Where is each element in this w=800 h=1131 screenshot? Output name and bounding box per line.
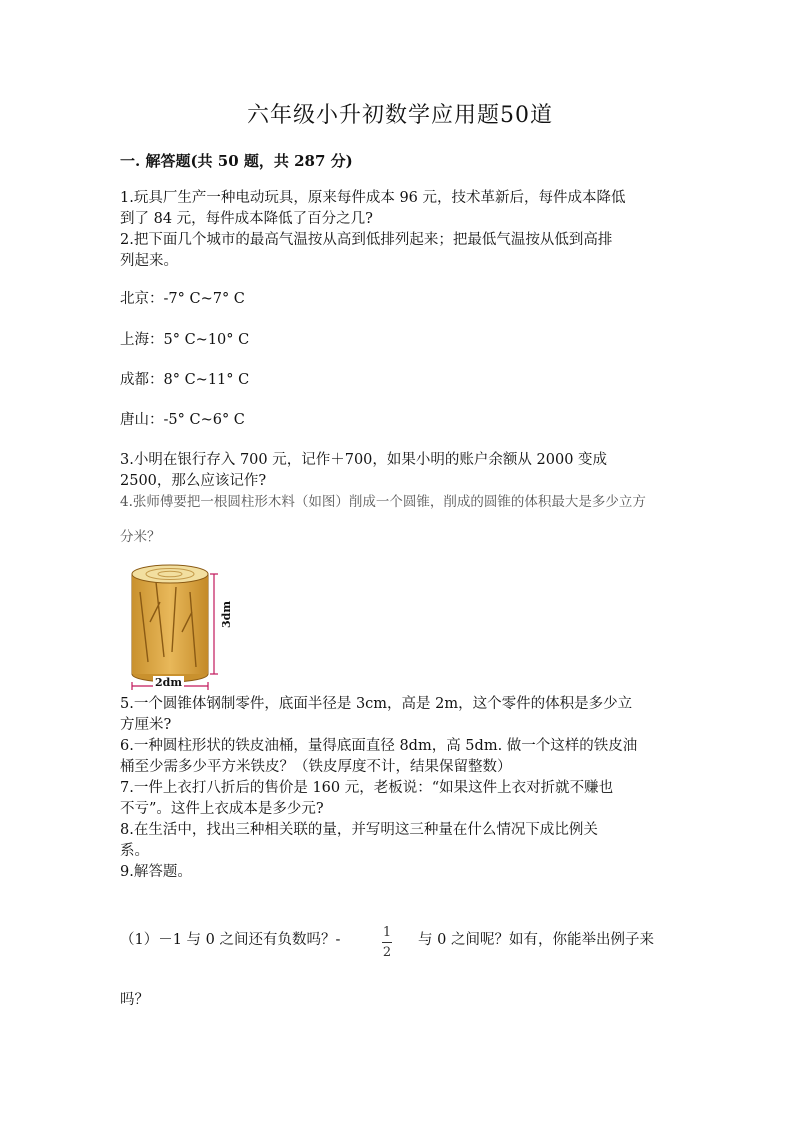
question-1-line-2: 到了 84 元，每件成本降低了百分之几? [120, 211, 373, 227]
question-5-line-1: 5.一个圆锥体钢制零件，底面半径是 3cm，高是 2m，这个零件的体积是多少立 [120, 696, 633, 712]
question-2-line-1: 2.把下面几个城市的最高气温按从高到低排列起来；把最低气温按从低到高排 [120, 232, 613, 248]
question-4-line-2: 分米？ [120, 529, 161, 545]
city-beijing: 北京：-7° C~7° C [120, 291, 245, 307]
fraction-bar [382, 942, 392, 943]
question-9-heading: 9.解答题。 [120, 864, 192, 880]
fraction-denominator: 2 [382, 945, 392, 960]
city-shanghai: 上海：5° C~10° C [120, 332, 250, 348]
question-3-line-2: 2500，那么应该记作? [120, 473, 267, 489]
question-3-line-1: 3.小明在银行存入 700 元，记作＋700，如果小明的账户余额从 2000 变成 [120, 452, 608, 468]
question-2-line-2: 列起来。 [120, 253, 178, 269]
question-4-line-1: 4.张师傅要把一根圆柱形木料（如图）削成一个圆锥，削成的圆锥的体积最大是多少立方 [120, 494, 646, 510]
question-9-part-a: （1）－1 与 0 之间还有负数吗？- [120, 932, 341, 948]
question-9-part-b: 与 0 之间呢？如有，你能举出例子来 [418, 932, 654, 948]
question-6-line-2: 桶至少需多少平方米铁皮？（铁皮厚度不计，结果保留整数） [120, 759, 512, 775]
diameter-label: 2dm [155, 676, 182, 689]
question-7-line-2: 不亏”。这件上衣成本是多少元? [120, 801, 324, 817]
section-heading: 一. 解答题(共 50 题，共 287 分) [120, 152, 353, 170]
question-6-line-1: 6.一种圆柱形状的铁皮油桶，量得底面直径 8dm，高 5dm. 做一个这样的铁皮油 [120, 738, 638, 754]
city-tangshan: 唐山：-5° C~6° C [120, 412, 245, 428]
city-chengdu: 成都：8° C~11° C [120, 372, 250, 388]
question-1-line-1: 1.玩具厂生产一种电动玩具，原来每件成本 96 元，技术革新后，每件成本降低 [120, 190, 626, 206]
height-label: 3dm [220, 601, 233, 628]
fraction-one-half [382, 925, 392, 960]
question-8-line-1: 8.在生活中，找出三种相关联的量，并写明这三种量在什么情况下成比例关 [120, 822, 598, 838]
fraction-numerator: 1 [382, 925, 392, 940]
page-title: 六年级小升初数学应用题50道 [247, 103, 553, 128]
question-7-line-1: 7.一件上衣打八折后的售价是 160 元，老板说：“如果这件上衣对折就不赚也 [120, 780, 614, 796]
question-8-line-2: 系。 [120, 843, 149, 859]
question-5-line-2: 方厘米? [120, 717, 172, 733]
question-9-part-c: 吗？ [120, 992, 149, 1008]
